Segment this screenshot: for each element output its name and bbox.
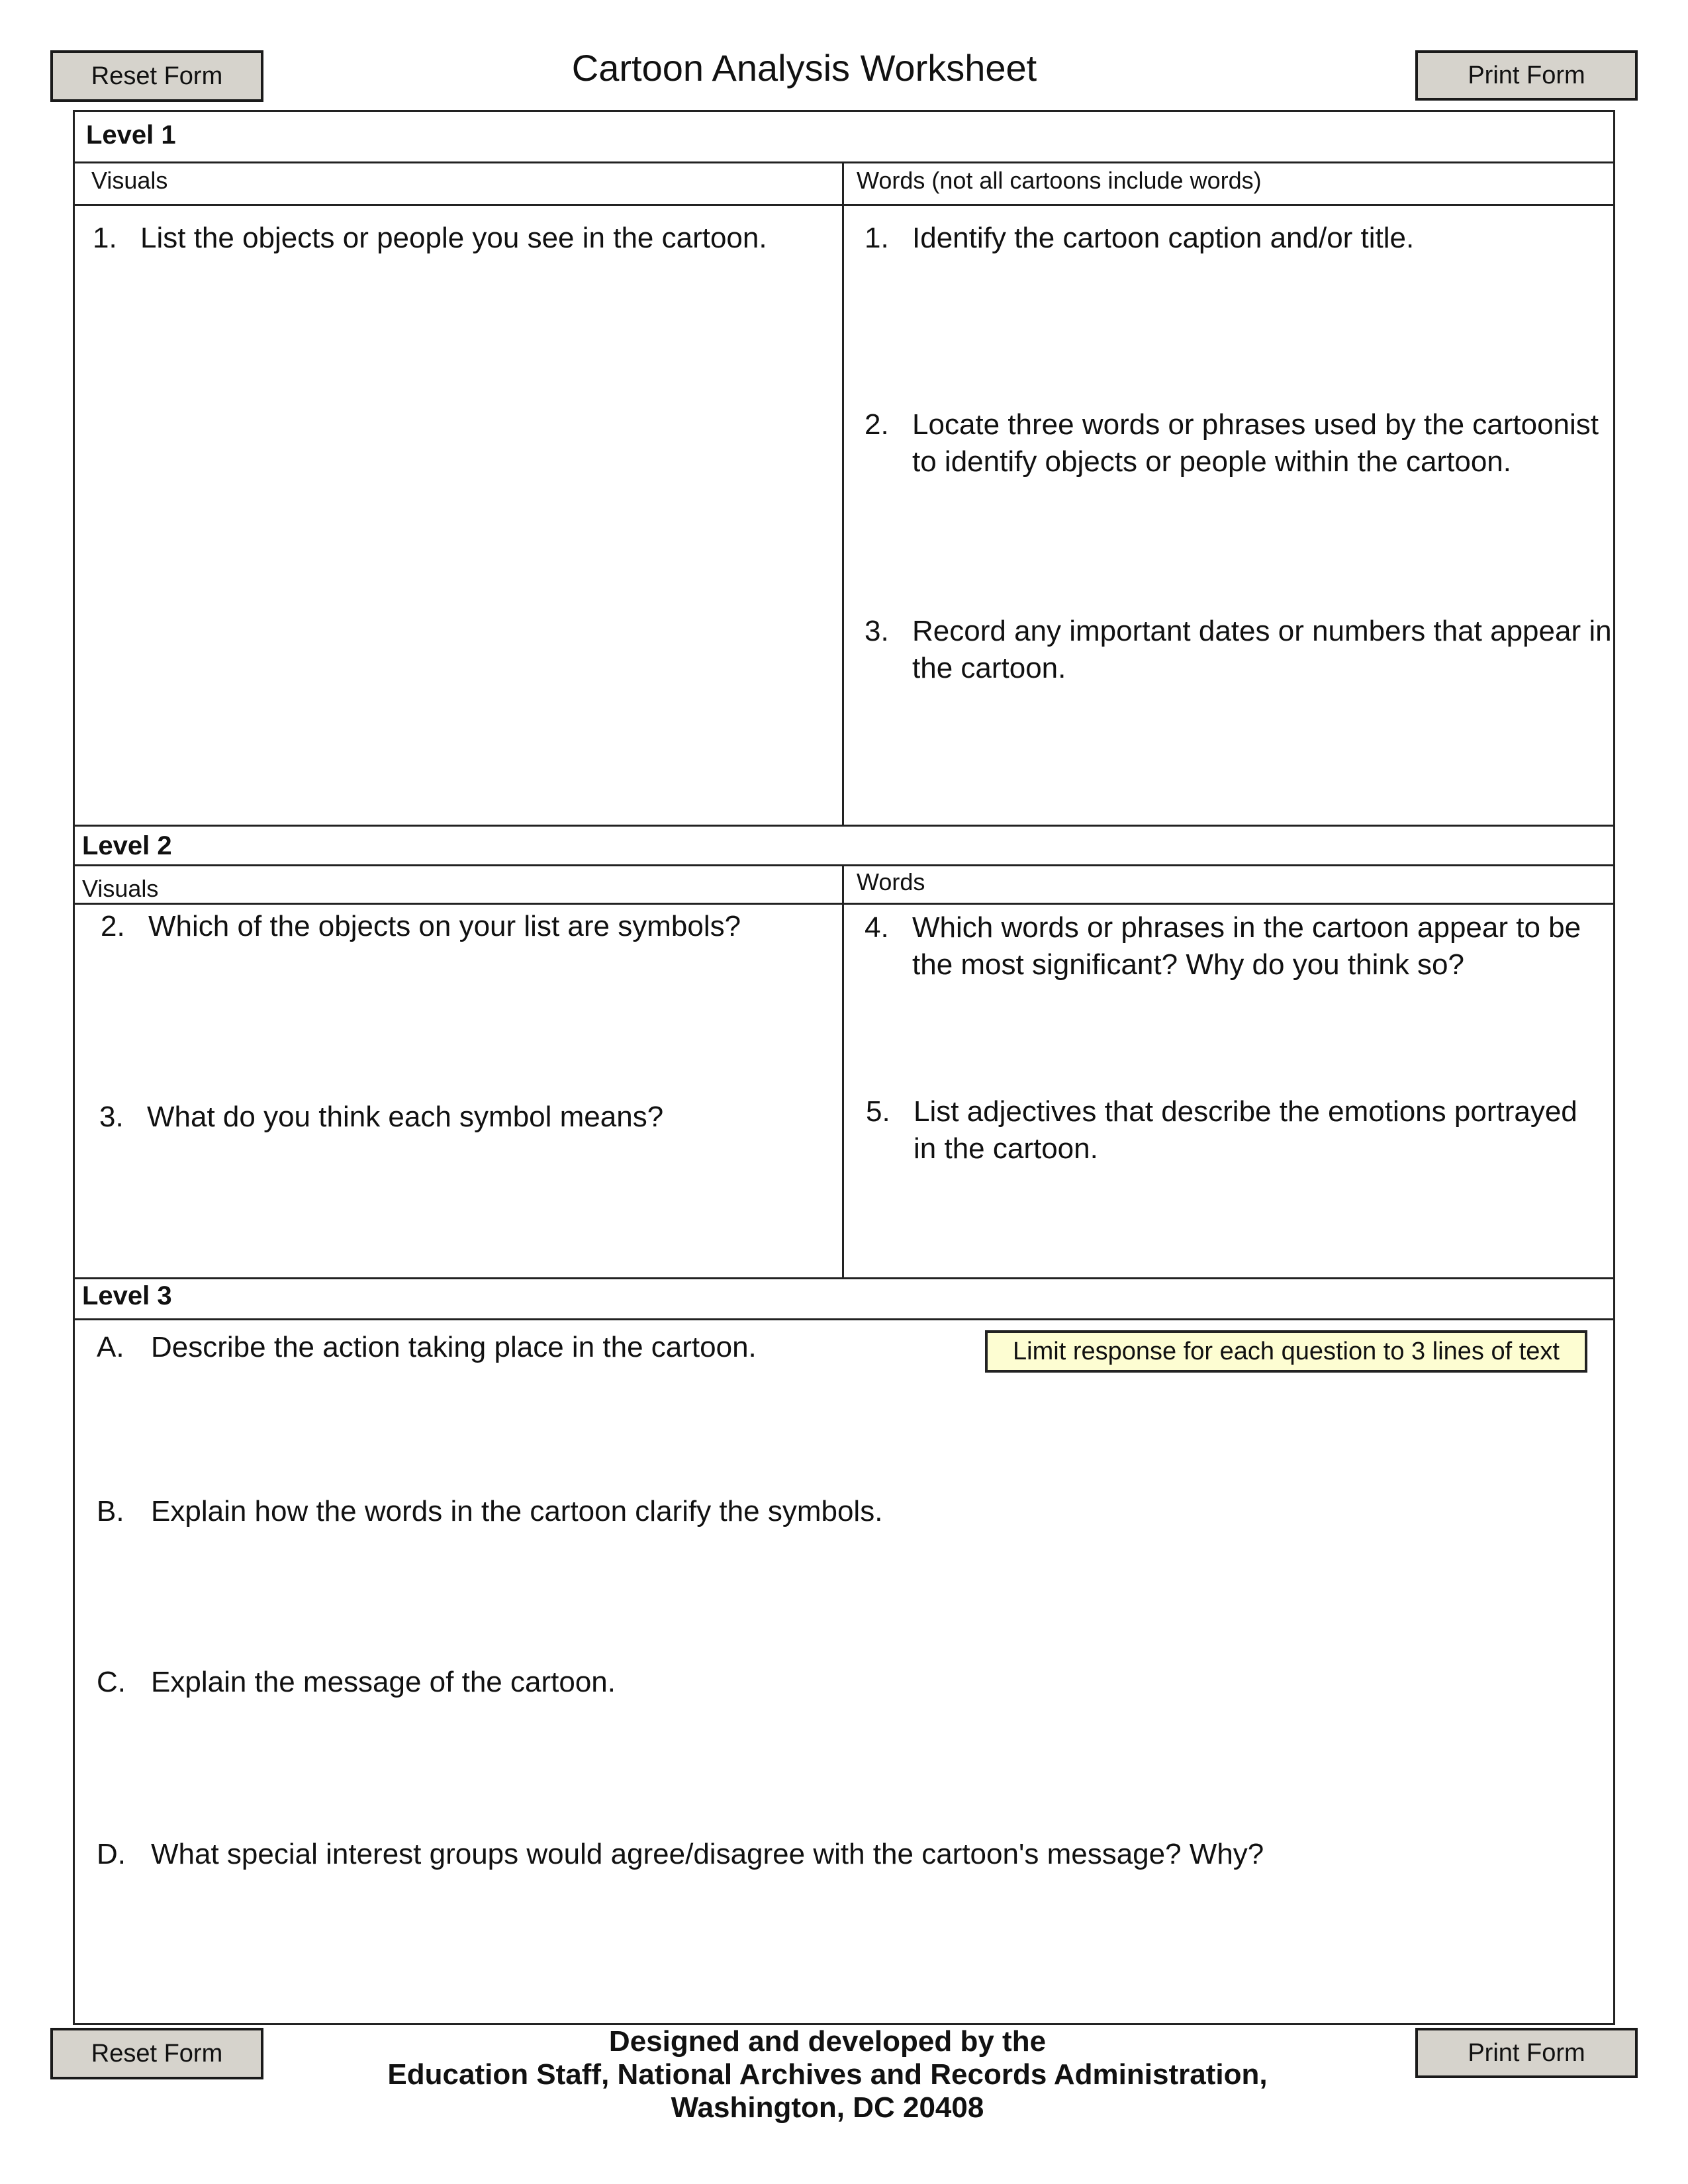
question-number: 3. bbox=[865, 615, 889, 647]
question-text: Which of the objects on your list are symbols? bbox=[148, 910, 741, 942]
question-number: 3. bbox=[99, 1101, 124, 1133]
level-3-question bbox=[97, 1664, 1553, 1701]
column-divider bbox=[842, 864, 844, 1277]
question-number: D. bbox=[97, 1838, 126, 1870]
question-text: List adjectives that describe the emotions portrayed in the cartoon. bbox=[914, 1095, 1577, 1165]
question-number: B. bbox=[97, 1495, 124, 1527]
divider bbox=[73, 161, 1615, 163]
question-number: 5. bbox=[866, 1095, 890, 1128]
divider bbox=[73, 903, 1615, 905]
level-1-words-heading: Words (not all cartoons include words) bbox=[857, 167, 1262, 194]
question-number: A. bbox=[97, 1331, 124, 1363]
response-limit-note: Limit response for each question to 3 lines of text bbox=[985, 1330, 1587, 1373]
question-text: Explain how the words in the cartoon clarify the symbols. bbox=[151, 1495, 883, 1527]
level-3-question bbox=[97, 1329, 970, 1366]
level-2-visual-question bbox=[99, 1099, 827, 1136]
question-number: 2. bbox=[101, 910, 125, 942]
question-text: Locate three words or phrases used by the cartoonist to identify objects or people within the cartoon. bbox=[912, 408, 1599, 478]
level-1-word-question bbox=[865, 220, 1606, 257]
reset-form-button-top[interactable]: Reset Form bbox=[50, 50, 263, 102]
level-1-word-question bbox=[865, 406, 1606, 480]
level-2-visuals-heading: Visuals bbox=[82, 875, 159, 902]
credits-line: Education Staff, National Archives and Records Administration, bbox=[387, 2058, 1268, 2091]
level-3-heading: Level 3 bbox=[82, 1281, 172, 1310]
level-1-heading: Level 1 bbox=[86, 120, 176, 150]
level-1-word-question bbox=[865, 613, 1613, 687]
divider bbox=[73, 864, 1615, 866]
credits-line: Washington, DC 20408 bbox=[671, 2091, 984, 2124]
level-1-visual-question bbox=[93, 220, 827, 257]
column-divider bbox=[842, 161, 844, 825]
question-text: Identify the cartoon caption and/or title. bbox=[912, 222, 1415, 254]
question-text: Explain the message of the cartoon. bbox=[151, 1666, 616, 1698]
level-2-word-question bbox=[865, 909, 1599, 983]
question-text: What special interest groups would agree/disagree with the cartoon's message? Why? bbox=[151, 1838, 1264, 1870]
question-text: Record any important dates or numbers that appear in the cartoon. bbox=[912, 615, 1612, 684]
divider bbox=[73, 825, 1615, 827]
question-text: List the objects or people you see in the cartoon. bbox=[140, 222, 767, 254]
level-2-words-heading: Words bbox=[857, 868, 925, 895]
question-number: 2. bbox=[865, 408, 889, 441]
level-3-question bbox=[97, 1836, 1553, 1873]
print-form-button-top[interactable]: Print Form bbox=[1415, 50, 1638, 101]
divider bbox=[73, 204, 1615, 206]
reset-form-button-bottom[interactable]: Reset Form bbox=[50, 2028, 263, 2079]
question-text: Describe the action taking place in the cartoon. bbox=[151, 1331, 757, 1363]
credits-line: Designed and developed by the bbox=[608, 2025, 1047, 2058]
divider bbox=[73, 1277, 1615, 1279]
level-2-heading: Level 2 bbox=[82, 831, 172, 860]
question-text: What do you think each symbol means? bbox=[147, 1101, 664, 1133]
question-number: 1. bbox=[865, 222, 889, 254]
page-title: Cartoon Analysis Worksheet bbox=[571, 47, 1037, 89]
question-number: 1. bbox=[93, 222, 117, 254]
question-number: C. bbox=[97, 1666, 126, 1698]
credits bbox=[265, 2025, 1390, 2124]
level-1-visuals-answer-field[interactable] bbox=[75, 206, 841, 823]
level-3-question bbox=[97, 1493, 1553, 1530]
print-form-button-bottom[interactable]: Print Form bbox=[1415, 2028, 1638, 2078]
level-1-visuals-heading: Visuals bbox=[91, 167, 168, 194]
question-number: 4. bbox=[865, 911, 889, 944]
level-2-visual-question bbox=[101, 908, 829, 945]
divider bbox=[73, 1318, 1615, 1320]
question-text: Which words or phrases in the cartoon appear to be the most significant? Why do you think so? bbox=[912, 911, 1581, 981]
level-2-word-question bbox=[866, 1093, 1594, 1167]
